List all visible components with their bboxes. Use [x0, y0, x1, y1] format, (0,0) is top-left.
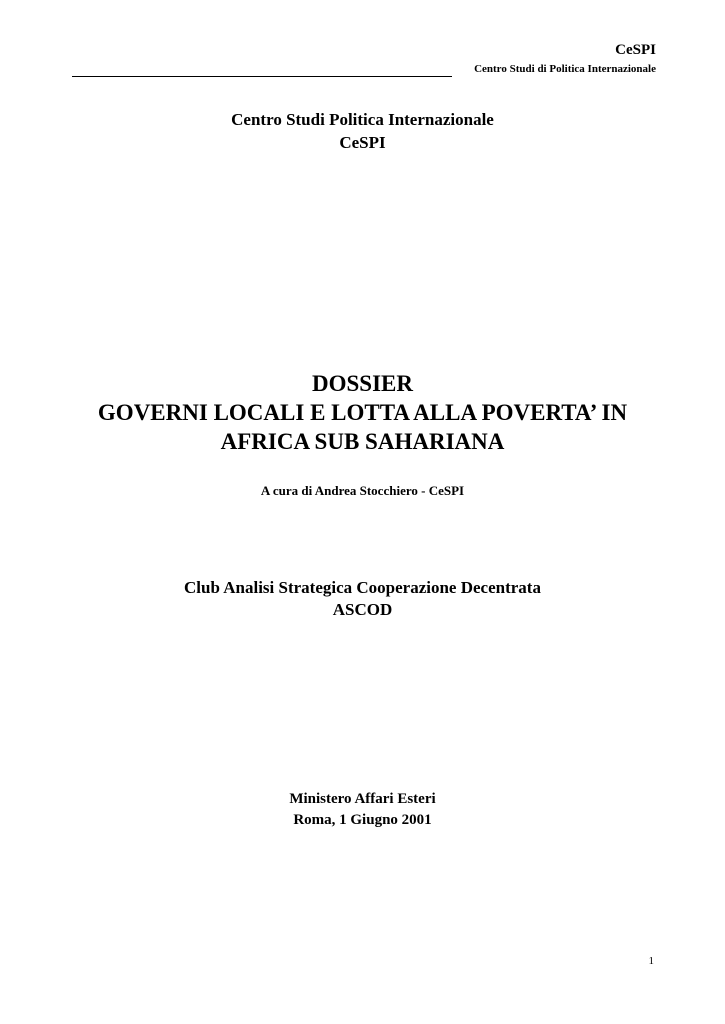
header-rule — [72, 76, 452, 77]
ministry-block — [0, 789, 725, 831]
page-number: 1 — [648, 955, 654, 967]
place-date: Roma, 1 Giugno 2001 — [293, 812, 432, 828]
club-acronym: ASCOD — [332, 600, 393, 619]
club-block — [0, 577, 725, 621]
header-brand: CeSPI — [615, 42, 656, 58]
header-subtitle: Centro Studi di Politica Internazionale — [474, 63, 656, 75]
organization-acronym: CeSPI — [339, 133, 386, 152]
title-line-2: GOVERNI LOCALI E LOTTA ALLA POVERTA’ IN — [97, 400, 628, 425]
ministry-name: Ministero Affari Esteri — [289, 791, 436, 807]
organization-block — [0, 108, 725, 154]
title-line-1: DOSSIER — [312, 371, 413, 396]
document-title — [0, 369, 725, 456]
title-line-3: AFRICA SUB SAHARIANA — [220, 429, 505, 454]
organization-name: Centro Studi Politica Internazionale — [231, 110, 494, 129]
club-name: Club Analisi Strategica Cooperazione Decentrata — [184, 578, 541, 597]
editor-credit: A cura di Andrea Stocchiero - CeSPI — [260, 483, 465, 498]
